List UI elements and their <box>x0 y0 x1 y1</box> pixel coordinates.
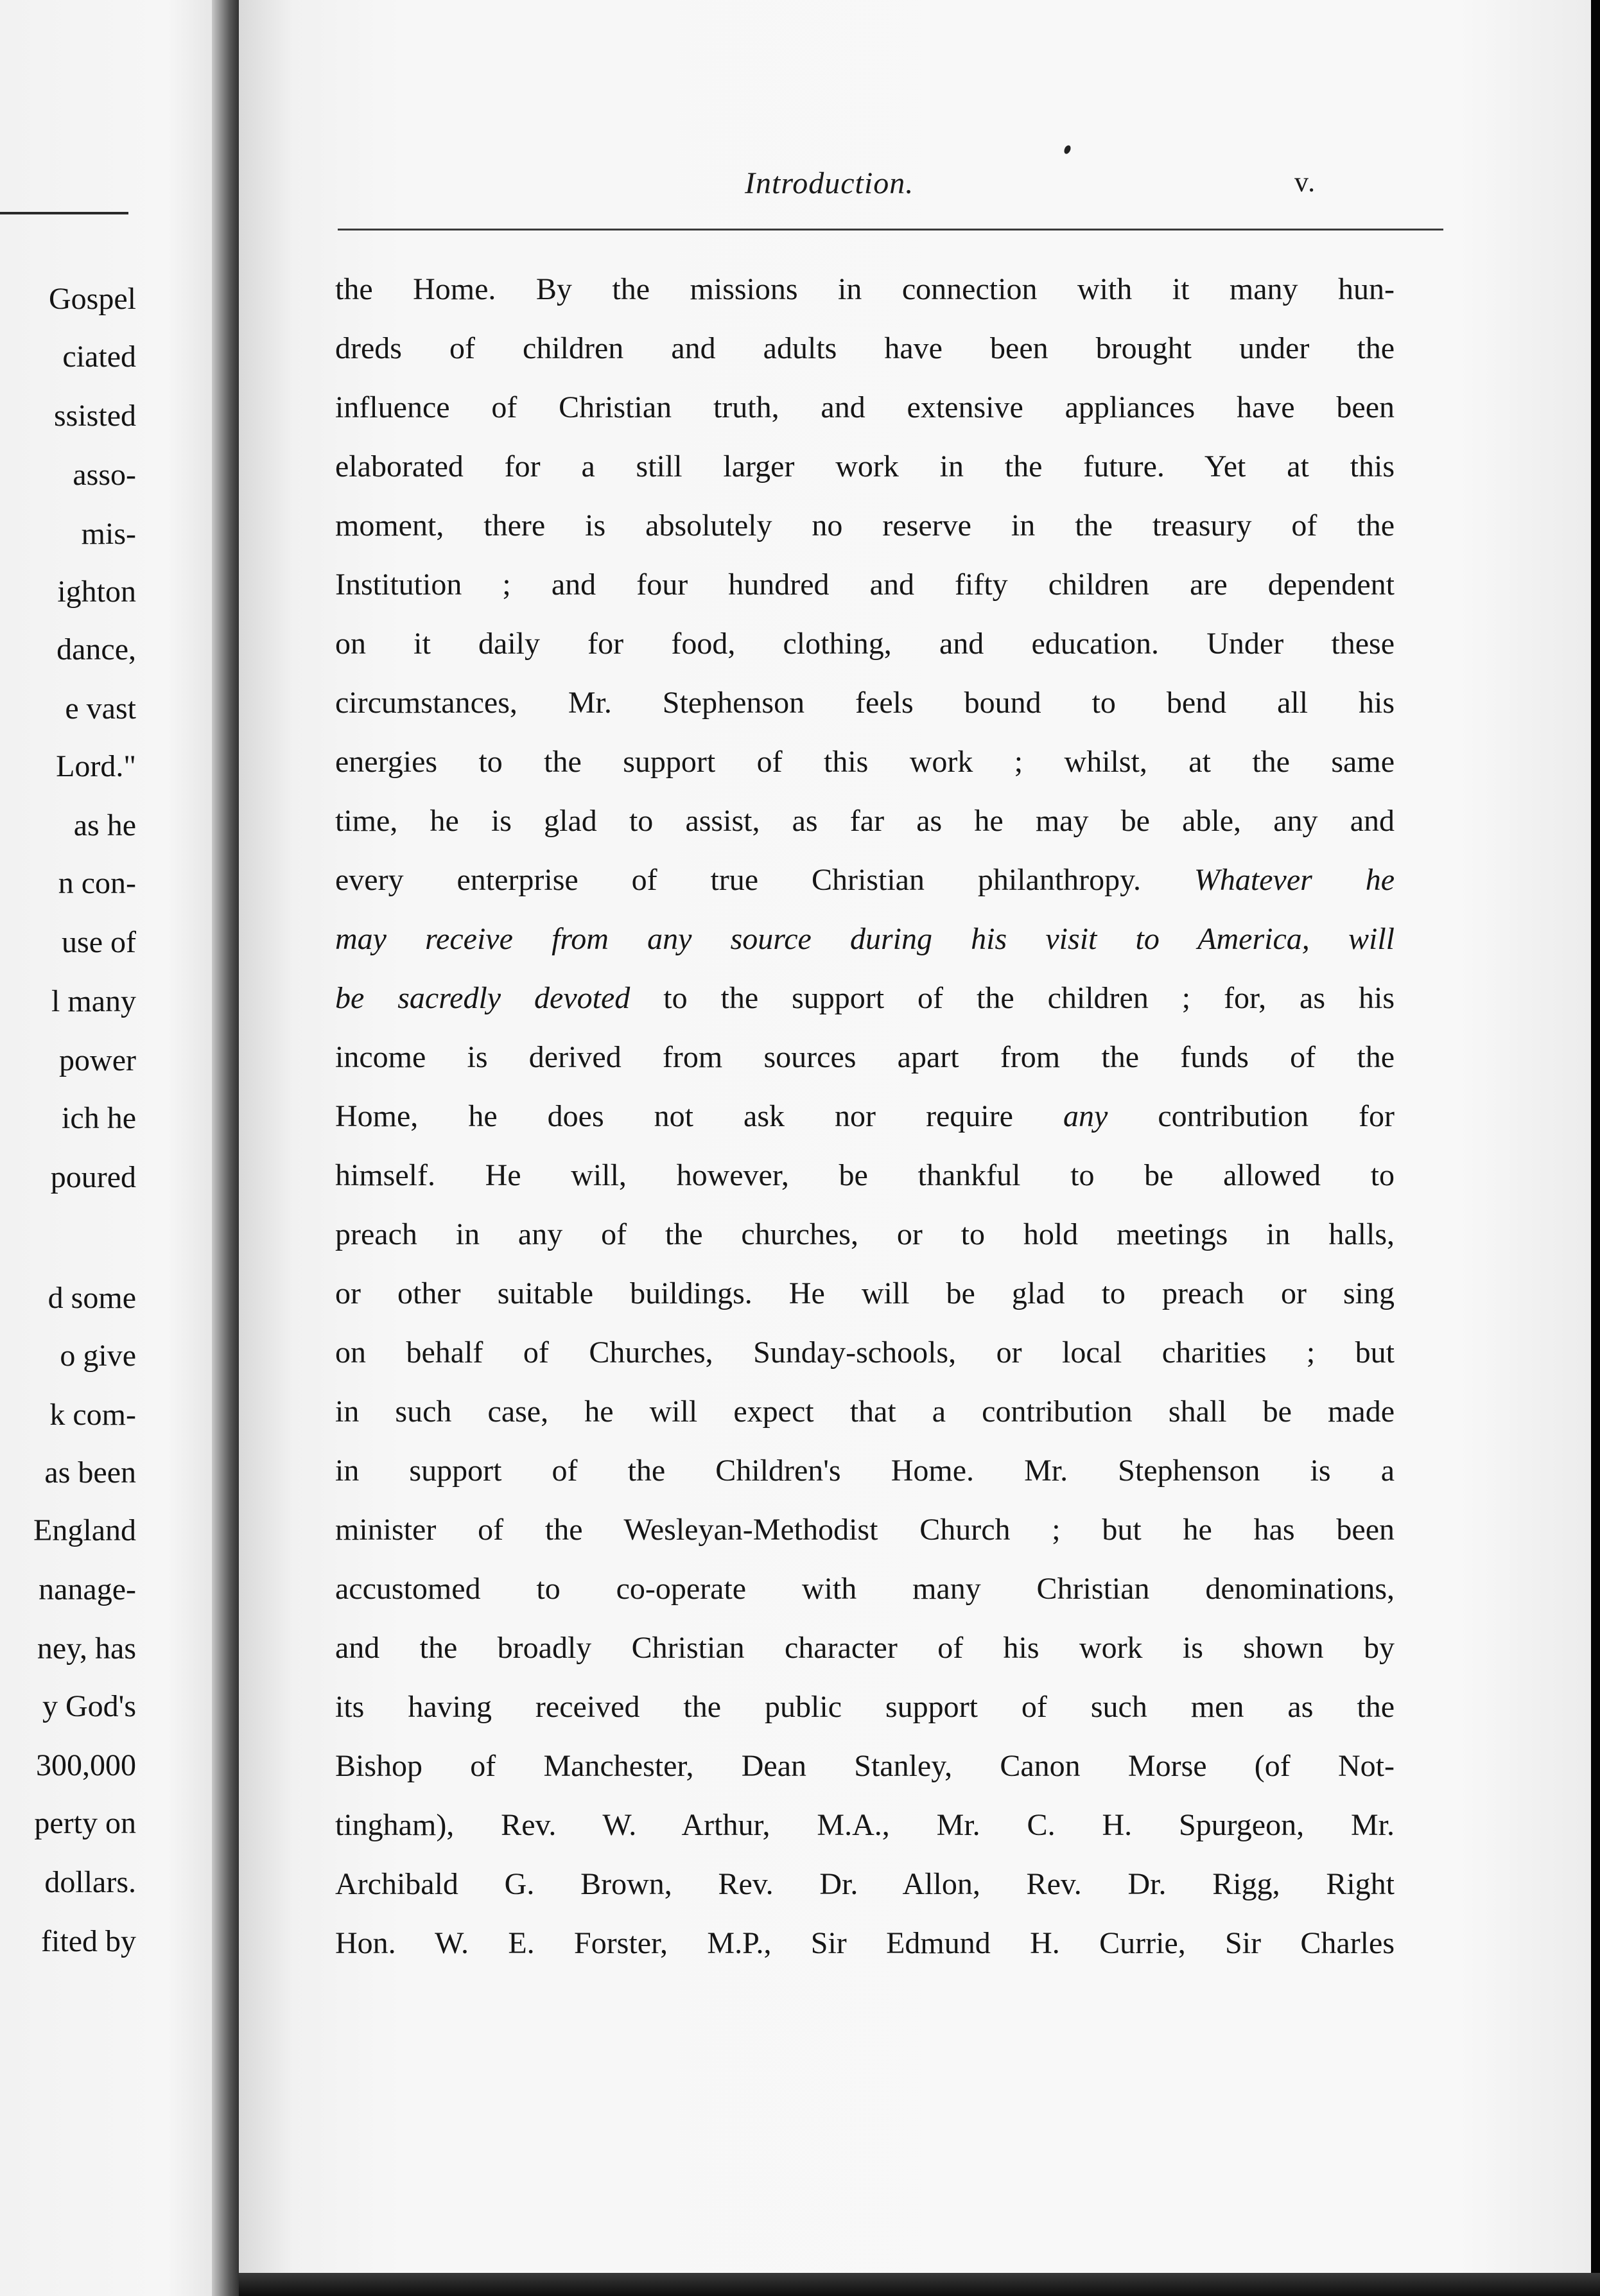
text-line <box>335 1087 1395 1146</box>
text-line: on it daily for food, clothing, and education. Under these <box>335 627 1395 661</box>
previous-page-line: dance, <box>57 632 136 666</box>
previous-page-line: Lord." <box>56 749 136 783</box>
text-line: minister of the Wesleyan-Methodist Church ; but he has been <box>335 1513 1395 1547</box>
previous-page-line: ighton <box>57 575 136 609</box>
header-rule <box>338 229 1443 230</box>
previous-page-line: mis- <box>81 517 136 551</box>
italic-segment: may receive from any source during his visit to America, will <box>335 922 1395 956</box>
previous-page-line: ssisted <box>53 399 136 433</box>
text-line: on behalf of Churches, Sunday-schools, or local charities ; but <box>335 1335 1395 1370</box>
page-bottom-shadow <box>239 2273 1600 2296</box>
previous-page-line: l many <box>51 984 136 1018</box>
text-line: tingham), Rev. W. Arthur, M.A., Mr. C. H. Spurgeon, Mr. <box>335 1808 1395 1842</box>
previous-page-line: dollars. <box>44 1865 136 1899</box>
text-line: influence of Christian truth, and extensive appliances have been <box>335 390 1395 424</box>
italic-segment: Whatever he <box>1194 863 1395 897</box>
previous-page-line: e vast <box>65 691 136 726</box>
line-segment: every enterprise of true Christian philanthropy. <box>335 863 1142 897</box>
book-page <box>239 0 1592 2273</box>
text-line: moment, there is absolutely no reserve in the treasury of the <box>335 509 1395 543</box>
text-line: in support of the Children's Home. Mr. Stephenson is a <box>335 1454 1395 1488</box>
text-line: in such case, he will expect that a contribution shall be made <box>335 1395 1395 1429</box>
previous-page-fragment <box>0 0 239 2296</box>
text-line: Archibald G. Brown, Rev. Dr. Allon, Rev. Dr. Rigg, Right <box>335 1867 1395 1901</box>
ink-speck <box>1063 144 1072 155</box>
running-title: Introduction. <box>745 166 914 200</box>
previous-page-line: d some <box>48 1281 136 1315</box>
running-header <box>239 166 1592 204</box>
page-number: v. <box>1294 166 1317 198</box>
line-segment: contribution for <box>1158 1099 1395 1133</box>
text-line: income is derived from sources apart from the funds of the <box>335 1040 1395 1074</box>
line-segment: to the support of the children ; for, as his <box>663 981 1395 1015</box>
previous-page-text <box>0 0 136 2296</box>
text-line: the Home. By the missions in connection with it many hun- <box>335 272 1395 306</box>
text-line: Bishop of Manchester, Dean Stanley, Canon Morse (of Not- <box>335 1749 1395 1783</box>
text-line: energies to the support of this work ; whilst, at the same <box>335 745 1395 779</box>
text-line: accustomed to co-operate with many Christian denominations, <box>335 1572 1395 1606</box>
text-line: circumstances, Mr. Stephenson feels bound to bend all his <box>335 686 1395 720</box>
text-line <box>335 969 1395 1028</box>
previous-page-line: 300,000 <box>36 1748 136 1782</box>
previous-page-line: England <box>33 1513 136 1547</box>
previous-page-line: k com- <box>49 1398 136 1432</box>
line-segment: Home, he does not ask nor require <box>335 1099 1013 1133</box>
previous-page-line: asso- <box>73 458 136 492</box>
previous-page-line: ich he <box>62 1101 136 1135</box>
text-line: Institution ; and four hundred and fifty children are dependent <box>335 568 1395 602</box>
previous-page-line: ciated <box>62 340 136 374</box>
text-line: himself. He will, however, be thankful to be allowed to <box>335 1158 1395 1192</box>
text-line: time, he is glad to assist, as far as he may be able, any and <box>335 804 1395 838</box>
previous-page-line: o give <box>60 1339 136 1373</box>
text-line <box>335 910 1395 969</box>
previous-page-line: y God's <box>42 1689 136 1723</box>
previous-page-line: ney, has <box>37 1631 136 1665</box>
body-text <box>335 260 1395 1973</box>
text-line: dreds of children and adults have been brought under the <box>335 331 1395 365</box>
text-line: Hon. W. E. Forster, M.P., Sir Edmund H. Currie, Sir Charles <box>335 1926 1395 1960</box>
previous-page-line: as been <box>44 1456 136 1490</box>
previous-page-line: poured <box>50 1160 136 1194</box>
italic-segment: any <box>1063 1099 1108 1133</box>
previous-page-line: power <box>59 1043 136 1077</box>
text-line: its having received the public support of such men as the <box>335 1690 1395 1724</box>
previous-page-line: use of <box>62 925 136 959</box>
text-line: or other suitable buildings. He will be glad to preach or sing <box>335 1276 1395 1310</box>
page-edge-shadow <box>1591 0 1600 2296</box>
text-line: and the broadly Christian character of his work is shown by <box>335 1631 1395 1665</box>
text-line: preach in any of the churches, or to hold meetings in halls, <box>335 1217 1395 1251</box>
previous-page-line: n con- <box>58 866 136 900</box>
previous-page-line: Gospel <box>49 282 136 316</box>
previous-page-line: nanage- <box>39 1572 136 1606</box>
text-line: elaborated for a still larger work in the future. Yet at this <box>335 449 1395 483</box>
italic-segment: be sacredly devoted <box>335 981 630 1015</box>
previous-page-line: as he <box>73 808 136 842</box>
text-line <box>335 851 1395 910</box>
previous-page-line: perty on <box>34 1806 136 1840</box>
previous-page-line: fited by <box>41 1924 136 1958</box>
